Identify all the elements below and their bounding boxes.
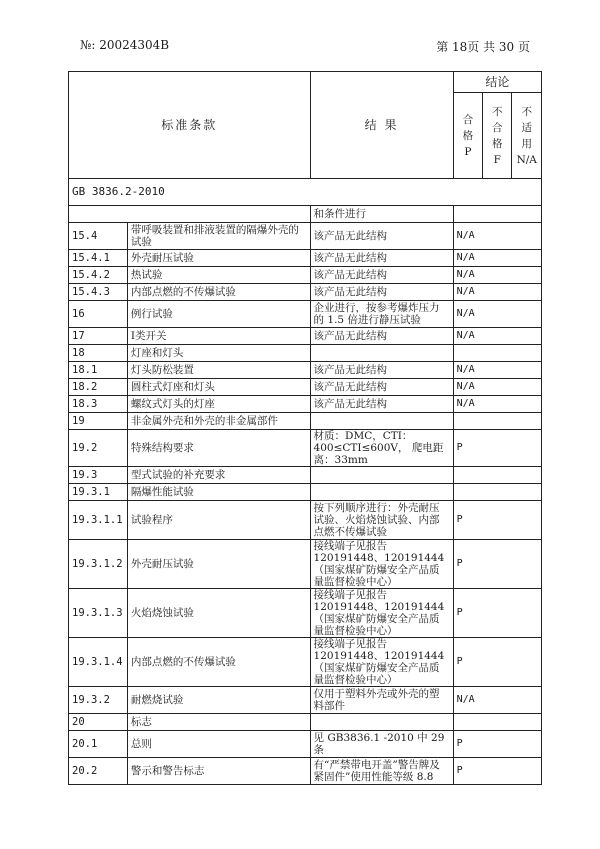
clause-title: 螺纹式灯头的灯座	[127, 396, 310, 413]
result-text: 该产品无此结构	[310, 328, 453, 345]
verdict: N/A	[453, 223, 541, 250]
result-text	[310, 714, 453, 731]
table-row	[69, 362, 542, 379]
clause-title: 内部点燃的不传爆试验	[127, 638, 310, 687]
result-text: 材质：DMC，CTI： 400≤CTI≤600V， 爬电距离：33mm	[310, 430, 453, 467]
clause-title: 总则	[127, 731, 310, 758]
result-text	[310, 484, 453, 501]
test-report-table	[68, 71, 542, 785]
report-number: №: 20024304B	[80, 38, 170, 52]
table-row	[69, 501, 542, 540]
clause-number: 18.1	[69, 362, 128, 379]
result-text	[310, 467, 453, 484]
clause-title: 灯座和灯头	[127, 345, 310, 362]
table-row	[69, 328, 542, 345]
result-text: 接线端子见报告 120191448、120191444（国家煤矿防爆安全产品质量监督检验中心）	[310, 540, 453, 589]
clause-title: I类开关	[127, 328, 310, 345]
fail-column-header: 不 合 格 F	[483, 93, 512, 179]
clause-title: 试验程序	[127, 501, 310, 540]
table-row	[69, 284, 542, 301]
result-text: 该产品无此结构	[310, 250, 453, 267]
table-row	[69, 223, 542, 250]
table-row	[69, 267, 542, 284]
clause-number: 15.4.2	[69, 267, 128, 284]
verdict	[453, 413, 541, 430]
result-text	[310, 413, 453, 430]
clause-title	[69, 206, 311, 223]
clause-title: 非金属外壳和外壳的非金属部件	[127, 413, 310, 430]
clause-number: 15.4	[69, 223, 128, 250]
na-column-header: 不 适 用 N/A	[512, 93, 542, 179]
clause-number: 19.3.1.1	[69, 501, 128, 540]
clause-title: 灯头防松装置	[127, 362, 310, 379]
clause-title: 耐燃烧试验	[127, 687, 310, 714]
table-row	[69, 687, 542, 714]
verdict: P	[453, 589, 541, 638]
result-text: 按下列顺序进行：外壳耐压试验、火焰烧蚀试验、内部点燃不传爆试验	[310, 501, 453, 540]
clause-title: 圆柱式灯座和灯头	[127, 379, 310, 396]
clause-number: 19	[69, 413, 128, 430]
clause-title: 带呼吸装置和排液装置的隔爆外壳的试验	[127, 223, 310, 250]
verdict: N/A	[453, 284, 541, 301]
table-row	[69, 714, 542, 731]
verdict: N/A	[453, 362, 541, 379]
verdict	[453, 714, 541, 731]
verdict: P	[453, 731, 541, 758]
table-row	[69, 758, 542, 785]
clause-number: 19.3.1.3	[69, 589, 128, 638]
clause-number: 18	[69, 345, 128, 362]
table-row	[69, 589, 542, 638]
clause-number: 19.2	[69, 430, 128, 467]
result-text: 接线端子见报告 120191448、120191444（国家煤矿防爆安全产品质量监督检验中心）	[310, 589, 453, 638]
page-indicator: 第 18页 共 30 页	[436, 40, 530, 54]
verdict: N/A	[453, 396, 541, 413]
result-text: 该产品无此结构	[310, 396, 453, 413]
table-row	[69, 430, 542, 467]
clause-number: 20.1	[69, 731, 128, 758]
clause-number: 19.3.2	[69, 687, 128, 714]
conclusion-header: 结论	[453, 72, 541, 93]
clause-title: 例行试验	[127, 301, 310, 328]
result-text: 有“严禁带电开盖”警告牌及紧固件”使用性能等级 8.8	[310, 758, 453, 785]
table-row	[69, 731, 542, 758]
verdict: N/A	[453, 379, 541, 396]
clause-number: 15.4.1	[69, 250, 128, 267]
verdict: N/A	[453, 301, 541, 328]
table-row	[69, 301, 542, 328]
clause-number: 18.2	[69, 379, 128, 396]
result-text: 该产品无此结构	[310, 362, 453, 379]
clause-title: 外壳耐压试验	[127, 540, 310, 589]
clause-number: 18.3	[69, 396, 128, 413]
verdict: N/A	[453, 328, 541, 345]
result-text: 接线端子见报告 120191448、120191444（国家煤矿防爆安全产品质量监督检验中心）	[310, 638, 453, 687]
clause-title: 内部点燃的不传爆试验	[127, 284, 310, 301]
standard-label: GB 3836.2-2010	[69, 179, 542, 206]
clause-number: 20.2	[69, 758, 128, 785]
result-text	[310, 345, 453, 362]
table-row	[69, 484, 542, 501]
verdict: P	[453, 638, 541, 687]
clause-number: 19.3	[69, 467, 128, 484]
table-row	[69, 345, 542, 362]
table-row	[69, 206, 542, 223]
clause-title: 外壳耐压试验	[127, 250, 310, 267]
table-row	[69, 396, 542, 413]
clause-title: 热试验	[127, 267, 310, 284]
verdict: P	[453, 540, 541, 589]
clause-number: 19.3.1.4	[69, 638, 128, 687]
result-text: 见 GB3836.1 -2010 中 29 条	[310, 731, 453, 758]
clause-number: 15.4.3	[69, 284, 128, 301]
clause-number: 17	[69, 328, 128, 345]
clause-title: 型式试验的补充要求	[127, 467, 310, 484]
result-text: 和条件进行	[310, 206, 453, 223]
clause-column-header: 标准条款	[69, 72, 311, 179]
table-row	[69, 638, 542, 687]
clause-title: 警示和警告标志	[127, 758, 310, 785]
pass-column-header: 合 格 P	[453, 93, 482, 179]
clause-title: 标志	[127, 714, 310, 731]
clause-number: 16	[69, 301, 128, 328]
clause-title: 火焰烧蚀试验	[127, 589, 310, 638]
table-row	[69, 540, 542, 589]
verdict: N/A	[453, 687, 541, 714]
verdict	[453, 467, 541, 484]
verdict	[453, 345, 541, 362]
table-row	[69, 379, 542, 396]
table-row	[69, 250, 542, 267]
verdict: N/A	[453, 250, 541, 267]
verdict: P	[453, 758, 541, 785]
verdict: P	[453, 430, 541, 467]
verdict: N/A	[453, 267, 541, 284]
clause-title: 特殊结构要求	[127, 430, 310, 467]
result-text: 该产品无此结构	[310, 379, 453, 396]
table-row	[69, 467, 542, 484]
result-column-header: 结 果	[310, 72, 453, 179]
clause-number: 19.3.1	[69, 484, 128, 501]
verdict: P	[453, 501, 541, 540]
clause-number: 19.3.1.2	[69, 540, 128, 589]
result-text: 仅用于塑料外壳或外壳的塑料部件	[310, 687, 453, 714]
result-text: 该产品无此结构	[310, 223, 453, 250]
result-text: 该产品无此结构	[310, 267, 453, 284]
clause-number: 20	[69, 714, 128, 731]
result-text: 该产品无此结构	[310, 284, 453, 301]
verdict	[453, 484, 541, 501]
result-text: 企业进行，按参考爆炸压力的 1.5 倍进行静压试验	[310, 301, 453, 328]
table-row	[69, 413, 542, 430]
clause-title: 隔爆性能试验	[127, 484, 310, 501]
